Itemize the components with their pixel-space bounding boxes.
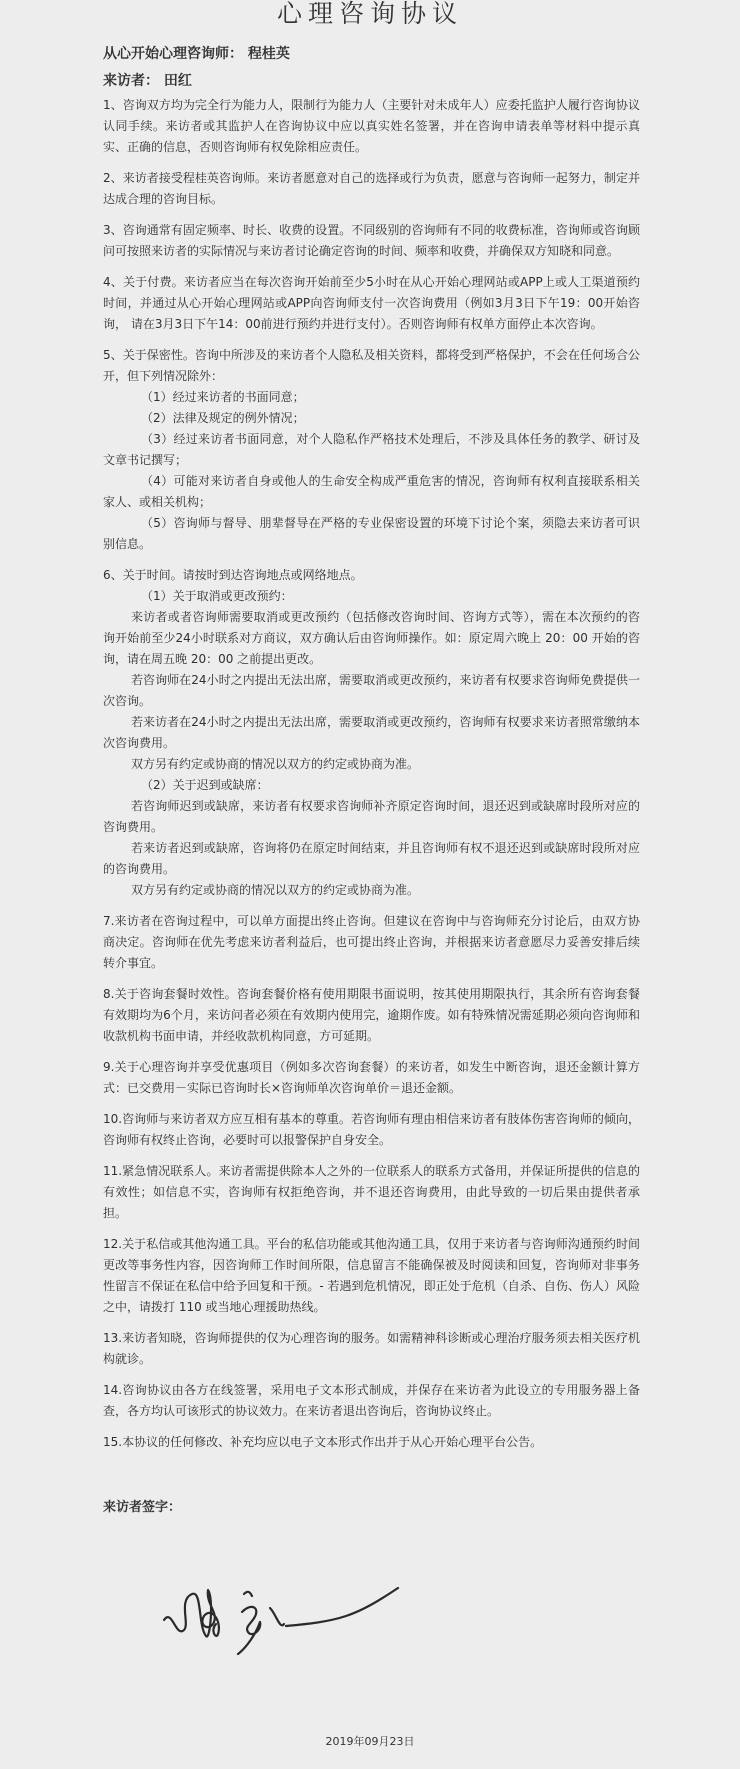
- client-signature: [158, 1578, 408, 1668]
- section-9: [103, 1057, 640, 1099]
- clause-paragraph: 11.紧急情况联系人。来访者需提供除本人之外的一位联系人的联系方式备用，并保证所提供的信息的有效性；如信息不实，咨询师有权拒绝咨询，并不退还咨询费用，由此导致的一切后果由提供者承担。: [103, 1164, 640, 1220]
- section-1: [103, 95, 640, 158]
- section-8: [103, 984, 640, 1047]
- section-12: [103, 1234, 640, 1318]
- clause-paragraph: 15.本协议的任何修改、补充均应以电子文本形式作出并于从心开始心理平台公告。: [103, 1435, 543, 1449]
- agreement-body: [103, 95, 640, 1463]
- clause-paragraph: 7.来访者在咨询过程中，可以单方面提出终止咨询。但建议在咨询中与咨询师充分讨论后，由双方协商决定。咨询师在优先考虑来访者利益后，也可提出终止咨询，并根据来访者意愿尽力妥善安排后续转介事宜。: [103, 914, 640, 970]
- clause-paragraph: 双方另有约定或协商的情况以双方的约定或协商为准。: [131, 883, 420, 897]
- section-4: [103, 272, 640, 335]
- clause-paragraph: （1）经过来访者的书面同意；: [141, 390, 305, 404]
- section-15: [103, 1432, 640, 1453]
- clause-paragraph: 2、来访者接受程桂英咨询师。来访者愿意对自己的选择或行为负责，愿意与咨询师一起努力，制定并达成合理的咨询目标。: [103, 171, 640, 206]
- clause-paragraph: 12.关于私信或其他沟通工具。平台的私信功能或其他沟通工具，仅用于来访者与咨询师沟通预约时间更改等事务性内容，因咨询师工作时间所限，信息留言不能确保被及时阅读和回复，咨询师对非事务性留言不保证在私信中给予回复和干预。- 若遇到危机情况，即正处于危机（自杀、自伤、伤人）风险之中，请拨打 110 或当地心理援助热线。: [103, 1237, 640, 1314]
- section-7: [103, 911, 640, 974]
- clause-paragraph: （5）咨询师与督导、朋辈督导在严格的专业保密设置的环境下讨论个案，须隐去来访者可识别信息。: [103, 516, 640, 551]
- signature-date: 2019年09月23日: [325, 1735, 415, 1748]
- clause-paragraph: 5、关于保密性。咨询中所涉及的来访者个人隐私及相关资料，都将受到严格保护，不会在任何场合公开，但下列情况除外：: [103, 348, 640, 383]
- clause-paragraph: 10.咨询师与来访者双方应互相有基本的尊重。若咨询师有理由相信来访者有肢体伤害咨询师的倾向，咨询师有权终止咨询，必要时可以报警保护自身安全。: [103, 1112, 640, 1147]
- clause-paragraph: 9.关于心理咨询并享受优惠项目（例如多次咨询套餐）的来访者，如发生中断咨询，退还金额计算方式：已交费用－实际已咨询时长×咨询师单次咨询单价＝退还金额。: [103, 1060, 640, 1095]
- signature-label: 来访者签字：: [103, 1500, 182, 1515]
- clause-paragraph: 若咨询师迟到或缺席，来访者有权要求咨询师补齐原定咨询时间，退还迟到或缺席时段所对应的咨询费用。: [103, 799, 640, 834]
- client-line: 来访者： 田红: [103, 73, 192, 89]
- section-6: [103, 565, 640, 901]
- clause-paragraph: （3）经过来访者书面同意，对个人隐私作严格技术处理后，不涉及具体任务的教学、研讨及文章书记撰写；: [103, 432, 640, 467]
- counselor-line: 从心开始心理咨询师： 程桂英: [103, 46, 290, 62]
- clause-paragraph: 若来访者迟到或缺席，咨询将仍在原定时间结束，并且咨询师有权不退还迟到或缺席时段所对应的咨询费用。: [103, 841, 640, 876]
- clause-paragraph: （4）可能对来访者自身或他人的生命安全构成严重危害的情况，咨询师有权利直接联系相关家人、或相关机构；: [103, 474, 640, 509]
- clause-paragraph: 1、咨询双方均为完全行为能力人，限制行为能力人（主要针对未成年人）应委托监护人履行咨询协议认同手续。来访者或其监护人在咨询协议中应以真实姓名签署，并在咨询申请表单等材料中提示真实、正确的信息，否则咨询师有权免除相应责任。: [103, 98, 640, 154]
- clause-paragraph: （2）关于迟到或缺席：: [141, 778, 269, 792]
- clause-paragraph: 若咨询师在24小时之内提出无法出席，需要取消或更改预约，来访者有权要求咨询师免费提供一次咨询。: [103, 673, 640, 708]
- clause-paragraph: （2）法律及规定的例外情况；: [141, 411, 305, 425]
- section-5: [103, 345, 640, 555]
- section-2: [103, 168, 640, 210]
- section-11: [103, 1161, 640, 1224]
- clause-paragraph: 来访者或者咨询师需要取消或更改预约（包括修改咨询时间、咨询方式等），需在本次预约的咨询开始前至少24小时联系对方商议，双方确认后由咨询师操作。如：原定周六晚上 20：00 开始的咨询，请在周五晚 20：00 之前提出更改。: [103, 610, 640, 666]
- clause-paragraph: 8.关于咨询套餐时效性。咨询套餐价格有使用期限书面说明，按其使用期限执行，其余所有咨询套餐有效期均为6个月，来访问者必须在有效期内使用完，逾期作废。如有特殊情况需延期必须向咨询师和收款机构书面申请，并经收款机构同意，方可延期。: [103, 987, 640, 1043]
- clause-paragraph: 13.来访者知晓，咨询师提供的仅为心理咨询的服务。如需精神科诊断或心理治疗服务须去相关医疗机构就诊。: [103, 1331, 640, 1366]
- clause-paragraph: 4、关于付费。来访者应当在每次咨询开始前至少5小时在从心开始心理网站或APP上或人工渠道预约时间，并通过从心开始心理网站或APP向咨询师支付一次咨询费用（例如3月3日下午19：00开始咨询， 请在3月3日下午14：00前进行预约并进行支付）。否则咨询师有权单方面停止本次咨询。: [103, 275, 640, 331]
- clause-paragraph: 14.咨询协议由各方在线签署，采用电子文本形式制成，并保存在来访者为此设立的专用服务器上备查，各方均认可该形式的协议效力。在来访者退出咨询后，咨询协议终止。: [103, 1383, 640, 1418]
- section-3: [103, 220, 640, 262]
- section-10: [103, 1109, 640, 1151]
- clause-paragraph: （1）关于取消或更改预约：: [141, 589, 293, 603]
- section-14: [103, 1380, 640, 1422]
- clause-paragraph: 3、咨询通常有固定频率、时长、收费的设置。不同级别的咨询师有不同的收费标准，咨询师或咨询顾问可按照来访者的实际情况与来访者讨论确定咨询的时间、频率和收费，并确保双方知晓和同意。: [103, 223, 640, 258]
- clause-paragraph: 6、关于时间。请按时到达咨询地点或网络地点。: [103, 568, 363, 582]
- document-title: 心理咨询协议: [276, 0, 463, 28]
- section-13: [103, 1328, 640, 1370]
- clause-paragraph: 若来访者在24小时之内提出无法出席，需要取消或更改预约，咨询师有权要求来访者照常缴纳本次咨询费用。: [103, 715, 640, 750]
- clause-paragraph: 双方另有约定或协商的情况以双方的约定或协商为准。: [131, 757, 420, 771]
